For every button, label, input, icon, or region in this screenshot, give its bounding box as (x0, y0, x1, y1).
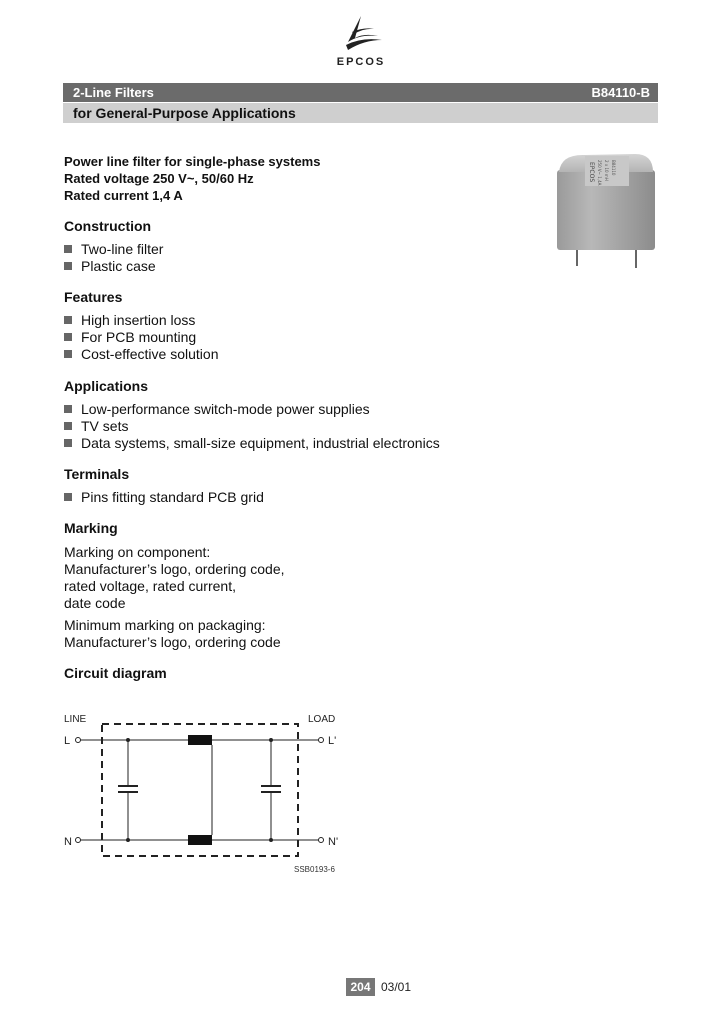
circuit-diagram (60, 706, 350, 876)
list-item: Cost-effective solution (64, 346, 218, 363)
list-item: Two-line filter (64, 241, 163, 258)
epcos-triangle-logo-icon (338, 16, 384, 54)
svg-text:B84110: B84110 (611, 160, 616, 176)
list-item: Pins fitting standard PCB grid (64, 489, 264, 506)
terminal-l-in (76, 738, 81, 743)
l-output-label: L' (328, 735, 337, 747)
section-heading-construction: Construction (64, 218, 152, 234)
product-family: 2-Line Filters (73, 85, 154, 100)
bullet-square-icon (64, 405, 72, 413)
marking-text: Manufacturer’s logo, ordering code, (64, 561, 285, 577)
list-item: Data systems, small-size equipment, industrial electronics (64, 435, 440, 452)
section-heading-circuit: Circuit diagram (64, 665, 167, 681)
terminal-n-in (76, 838, 81, 843)
product-photo (557, 150, 657, 275)
intro-line: Rated current 1,4 A (64, 188, 183, 203)
marking-text: date code (64, 595, 126, 611)
intro-line: Rated voltage 250 V~, 50/60 Hz (64, 171, 254, 186)
bullet-square-icon (64, 422, 72, 430)
bullet-square-icon (64, 316, 72, 324)
svg-text:EPCOS: EPCOS (588, 162, 595, 183)
marking-text: Marking on component: (64, 544, 211, 560)
section-heading-terminals: Terminals (64, 466, 130, 482)
n-output-label: N' (328, 836, 339, 848)
l-input-label: L (64, 735, 71, 747)
bullet-square-icon (64, 439, 72, 447)
bullet-square-icon (64, 493, 72, 501)
list-item: High insertion loss (64, 312, 195, 329)
load-label: LOAD (308, 714, 336, 725)
capacitor-left (118, 738, 138, 842)
section-heading-features: Features (64, 289, 123, 305)
capacitor-right (261, 738, 281, 842)
section-heading-marking: Marking (64, 520, 118, 536)
marking-text: Manufacturer’s logo, ordering code (64, 634, 281, 650)
marking-text: Minimum marking on packaging: (64, 617, 266, 633)
svg-text:250 V~ 1,4A: 250 V~ 1,4A (597, 160, 602, 186)
n-input-label: N (64, 836, 72, 848)
bullet-square-icon (64, 262, 72, 270)
terminal-l-out (319, 738, 324, 743)
page-number: 204 (346, 978, 375, 996)
choke-winding-n (188, 835, 212, 845)
bullet-square-icon (64, 333, 72, 341)
subtitle: for General-Purpose Applications (73, 105, 296, 121)
bullet-square-icon (64, 245, 72, 253)
marking-text: rated voltage, rated current, (64, 578, 236, 594)
epcos-logo (330, 16, 392, 72)
list-item: TV sets (64, 418, 128, 435)
title-bar (63, 83, 658, 102)
page-date: 03/01 (381, 980, 412, 994)
subtitle-bar (63, 103, 658, 123)
choke-winding-l (188, 735, 212, 745)
line-label: LINE (64, 714, 87, 725)
part-number: B84110-B (591, 85, 650, 100)
list-item: Plastic case (64, 258, 156, 275)
diagram-code: SSB0193-6 (294, 865, 335, 874)
svg-text:2 x 10 mH: 2 x 10 mH (604, 160, 609, 181)
intro-line: Power line filter for single-phase systems (64, 154, 321, 169)
terminal-n-out (319, 838, 324, 843)
list-item: For PCB mounting (64, 329, 196, 346)
bullet-square-icon (64, 350, 72, 358)
logo-text: EPCOS (336, 56, 386, 68)
list-item: Low-performance switch-mode power supplies (64, 401, 370, 418)
section-heading-applications: Applications (64, 378, 149, 394)
